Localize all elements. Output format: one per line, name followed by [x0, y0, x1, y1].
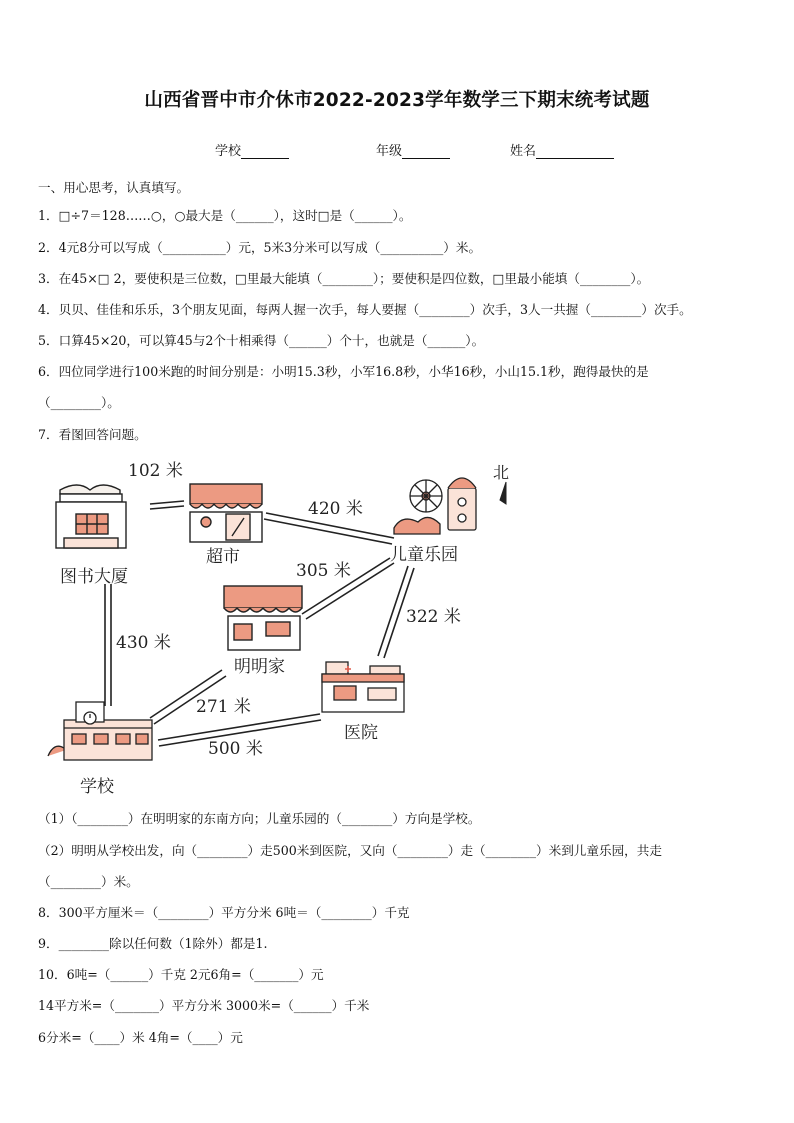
distance-library-school: 430 米	[116, 633, 171, 653]
question-10-row-2: 14平方米=（_______）平方分米 3000米=（______）千米	[38, 998, 370, 1013]
question-5: 5．口算45×20，可以算45与2个十相乘得（______）个十，也就是（______）。	[38, 333, 485, 348]
distance-school-home: 271 米	[196, 697, 251, 717]
grade-field	[376, 140, 450, 159]
question-1: 1．□÷7＝128……○，○最大是（______），这时□是（______）。	[38, 208, 412, 223]
label-school: 学校	[80, 777, 114, 797]
page-title: 山西省晋中市介休市2022-2023学年数学三下期末统考试题	[144, 90, 650, 111]
question-9: 9．________除以任何数（1除外）都是1.	[38, 936, 268, 951]
north-arrow-icon	[500, 482, 506, 504]
distance-supermarket-park: 420 米	[308, 499, 363, 519]
north-label: 北	[493, 463, 510, 482]
school-icon	[48, 702, 152, 760]
distance-hospital-park: 322 米	[406, 607, 461, 627]
question-6: 6．四位同学进行100米跑的时间分别是：小明15.3秒，小军16.8秒，小华16秒，小山15.1秒，跑得最快的是	[38, 364, 649, 379]
question-10: 10．6吨=（______）千克 2元6角=（_______）元	[38, 967, 324, 982]
school-blank[interactable]	[241, 144, 289, 159]
label-park: 儿童乐园	[390, 545, 458, 565]
label-home: 明明家	[234, 657, 285, 677]
question-8: 8．300平方厘米＝（________）平方分米 6吨＝（________）千克	[38, 905, 410, 920]
question-3: 3．在45×□ 2，要使积是三位数，□里最大能填（________）；要使积是四位数，□里最小能填（________）。	[38, 271, 650, 286]
question-2: 2．4元8分可以写成（__________）元，5米3分米可以写成（__________）米。	[38, 240, 482, 255]
distance-library-supermarket: 102 米	[128, 461, 183, 481]
question-10-row-3: 6分米=（____）米 4角=（____）元	[38, 1030, 243, 1045]
hospital-icon	[322, 662, 404, 712]
school-field	[215, 140, 289, 159]
question-7: 7．看图回答问题。	[38, 427, 147, 442]
question-7-2: （2）明明从学校出发，向（________）走500米到医院，又向（________）走（________）米到儿童乐园，共走	[38, 843, 662, 858]
name-field	[510, 140, 614, 159]
question-4: 4．贝贝、佳佳和乐乐，3个朋友见面，每两人握一次手，每人要握（________）次手，3人一共握（________）次手。	[38, 302, 692, 317]
grade-label: 年级	[376, 144, 403, 159]
library-icon	[56, 485, 126, 548]
park-icon	[394, 478, 476, 534]
question-7-2-continued: （________）米。	[38, 874, 139, 889]
label-supermarket: 超市	[206, 547, 240, 567]
section-heading: 一、用心思考，认真填写。	[38, 180, 190, 195]
home-icon	[224, 586, 302, 650]
label-library: 图书大厦	[60, 567, 128, 587]
question-7-1: （1）（________）在明明家的东南方向；儿童乐园的（________）方向是学校。	[38, 811, 481, 826]
name-blank[interactable]	[536, 144, 614, 159]
school-label: 学校	[215, 144, 242, 159]
map-diagram	[38, 456, 538, 801]
supermarket-icon	[190, 484, 262, 542]
name-label: 姓名	[510, 144, 537, 159]
distance-school-hospital: 500 米	[208, 739, 263, 759]
question-6-continued: （________）。	[38, 395, 120, 410]
label-hospital: 医院	[344, 723, 378, 743]
grade-blank[interactable]	[402, 144, 450, 159]
distance-home-park: 305 米	[296, 561, 351, 581]
